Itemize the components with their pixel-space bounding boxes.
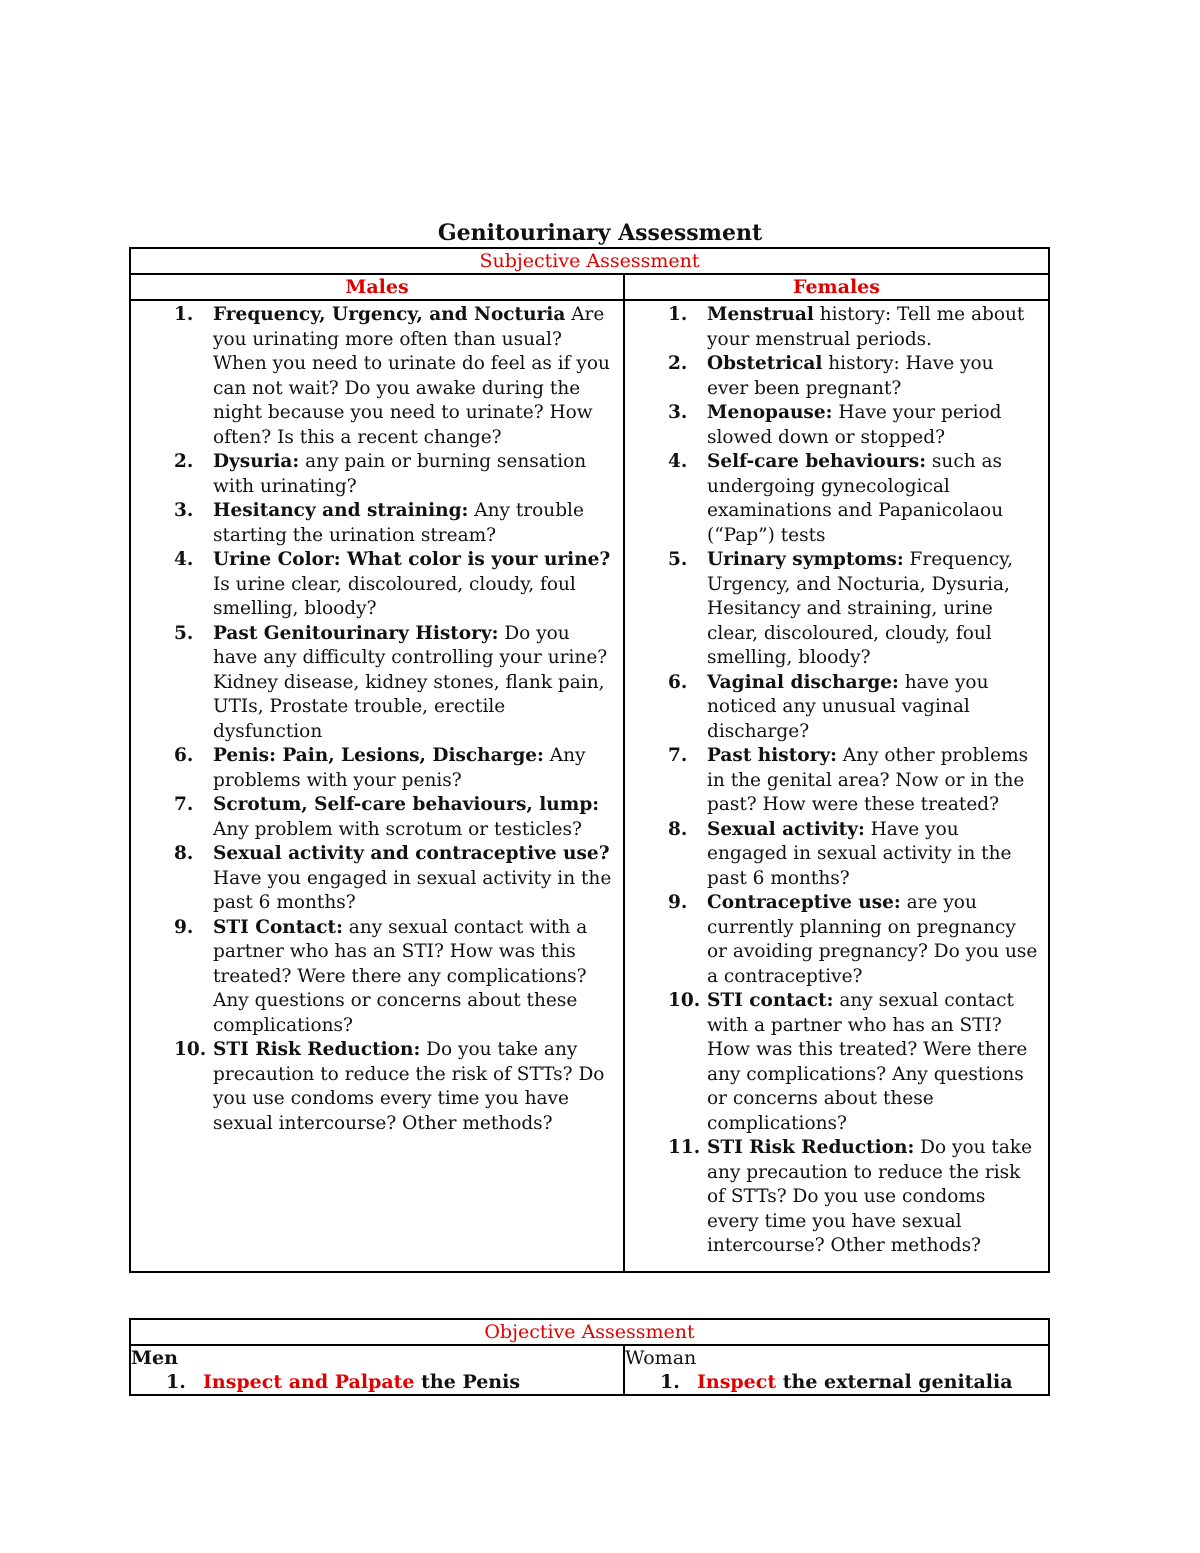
item-number: 2. <box>174 451 194 472</box>
list-item <box>625 989 1040 1136</box>
item-text: Have your period slowed down or stopped? <box>707 402 1002 448</box>
page-title: Genitourinary Assessment <box>437 220 763 246</box>
females-heading: Females <box>624 274 1049 300</box>
females-column <box>624 300 1049 1272</box>
item-text: any sexual contact with a partner who has an STI? How was this treated? Were there any complications? Any questions or concerns about these complications? <box>213 916 588 1036</box>
item-term: Scrotum, Self-care behaviours, lump: <box>213 794 600 815</box>
item-text: Do you take any precaution to reduce the risk of STTs? Do you use condoms every time you have sexual intercourse? Other methods? <box>213 1039 605 1134</box>
item-number: 10. <box>668 990 701 1011</box>
list-item <box>131 450 615 499</box>
item-text: Do you take any precaution to reduce the risk of STTs? Do you use condoms every time you have sexual intercourse? Other methods? <box>707 1137 1033 1256</box>
men-item-action: Inspect and Palpate <box>203 1371 415 1393</box>
males-column <box>130 300 624 1272</box>
females-question-list <box>625 301 1048 1269</box>
subjective-heading: Subjective Assessment <box>130 248 1049 274</box>
woman-item-action: Inspect <box>697 1371 777 1393</box>
list-item <box>131 1038 615 1136</box>
item-text: Have you engaged in sexual activity in the past 6 months? <box>707 818 1012 889</box>
item-term: Past history: <box>707 745 837 766</box>
item-term: Penis: Pain, Lesions, Discharge: <box>213 745 544 766</box>
item-number: 1. <box>668 304 688 325</box>
list-item <box>625 401 1040 450</box>
list-item <box>625 744 1040 818</box>
item-number: 1. <box>660 1371 680 1393</box>
item-number: 8. <box>174 843 194 864</box>
woman-label: Woman <box>625 1347 697 1369</box>
list-item <box>625 1136 1040 1259</box>
item-number: 5. <box>668 549 688 570</box>
item-number: 10. <box>174 1039 207 1060</box>
item-text: Are you urinating more often than usual? When you need to urinate do feel as if you can not wait? Do you awake during the night because you need to urinate? How often? Is this a recent change? <box>213 304 610 448</box>
item-term: Urinary symptoms: <box>707 549 904 570</box>
item-term: Urine Color: What color is your urine? <box>213 549 611 570</box>
item-term: Past Genitourinary History: <box>213 622 499 644</box>
subjective-table <box>129 247 1050 1273</box>
item-number: 3. <box>174 500 194 521</box>
item-text: are you currently planning on pregnancy or avoiding pregnancy? Do you use a contraceptive? <box>707 892 1038 987</box>
item-term: STI contact: <box>707 990 834 1011</box>
item-text: history: Have you ever been pregnant? <box>707 353 994 399</box>
item-text: Have you engaged in sexual activity in the past 6 months? <box>213 867 612 913</box>
item-number: 1. <box>166 1371 186 1393</box>
list-item <box>625 450 1040 548</box>
item-term: STI Contact: <box>213 916 343 938</box>
men-cell <box>130 1345 624 1395</box>
men-label: Men <box>131 1347 178 1369</box>
list-item <box>131 916 615 1039</box>
list-item <box>131 548 615 622</box>
item-term: Frequency, Urgency, and Nocturia <box>213 304 566 325</box>
item-term: STI Risk Reduction: <box>707 1137 915 1158</box>
item-term: Sexual activity: <box>707 818 865 840</box>
item-text: history: Tell me about your menstrual periods. <box>707 304 1025 350</box>
objective-table <box>129 1318 1050 1396</box>
item-text: have you noticed any unusual vaginal discharge? <box>707 671 989 742</box>
woman-item-text: the external genitalia <box>776 1371 1013 1393</box>
item-term: Contraceptive use: <box>707 892 901 913</box>
woman-item <box>625 1370 1048 1394</box>
list-item <box>131 622 615 745</box>
item-text: Any trouble starting the urination stream? <box>213 500 584 546</box>
item-number: 2. <box>668 353 688 374</box>
item-number: 11. <box>668 1137 701 1158</box>
item-text: Any problem with scrotum or testicles? <box>213 818 582 840</box>
item-number: 7. <box>174 794 194 815</box>
item-text: Is urine clear, discoloured, cloudy, foul smelling, bloody? <box>213 573 576 619</box>
list-item <box>131 499 615 548</box>
list-item <box>131 842 615 916</box>
item-number: 9. <box>668 892 688 913</box>
item-number: 5. <box>174 622 194 644</box>
list-item <box>625 671 1040 745</box>
item-term: Vaginal discharge: <box>707 671 899 693</box>
item-term: Self-care behaviours: <box>707 451 927 472</box>
item-number: 6. <box>174 745 194 766</box>
item-number: 8. <box>668 818 688 840</box>
list-item <box>625 548 1040 671</box>
item-text: any sexual contact with a partner who has an STI? How was this treated? Were there any complications? Any questions or concerns about these complications? <box>707 990 1028 1134</box>
men-item <box>131 1370 623 1394</box>
list-item <box>131 793 615 842</box>
item-term: Dysuria: <box>213 451 300 472</box>
list-item <box>625 303 1040 352</box>
item-text: such as undergoing gynecological examinations and Papanicolaou (“Pap”) tests <box>707 451 1004 546</box>
item-number: 9. <box>174 916 194 938</box>
item-number: 6. <box>668 671 688 693</box>
item-term: Sexual activity and contraceptive use? <box>213 843 610 864</box>
list-item <box>625 891 1040 989</box>
item-term: Menstrual <box>707 304 814 325</box>
item-number: 1. <box>174 304 194 325</box>
item-text: any pain or burning sensation with urinating? <box>213 451 587 497</box>
item-text: Any problems with your penis? <box>213 745 586 791</box>
item-number: 4. <box>668 451 688 472</box>
item-text: Do you have any difficulty controlling your urine? Kidney disease, kidney stones, flank pain, UTIs, Prostate trouble, erectile dysfunction <box>213 622 608 742</box>
item-text: Any other problems in the genital area? Now or in the past? How were these treated? <box>707 745 1029 815</box>
list-item <box>131 744 615 793</box>
list-item <box>131 303 615 450</box>
list-item <box>625 352 1040 401</box>
woman-cell <box>624 1345 1049 1395</box>
item-number: 4. <box>174 549 194 570</box>
item-number: 7. <box>668 745 688 766</box>
objective-heading: Objective Assessment <box>130 1319 1049 1345</box>
item-number: 3. <box>668 402 688 423</box>
males-question-list <box>131 301 623 1146</box>
item-term: Obstetrical <box>707 353 823 374</box>
men-item-text: the Penis <box>414 1371 521 1393</box>
list-item <box>625 818 1040 892</box>
item-term: STI Risk Reduction: <box>213 1039 421 1060</box>
item-term: Menopause: <box>707 402 833 423</box>
males-heading: Males <box>130 274 624 300</box>
item-term: Hesitancy and straining: <box>213 500 469 521</box>
item-text: Frequency, Urgency, and Nocturia, Dysuria, Hesitancy and straining, urine clear, discoloured, cloudy, foul smelling, bloody? <box>707 549 1014 668</box>
